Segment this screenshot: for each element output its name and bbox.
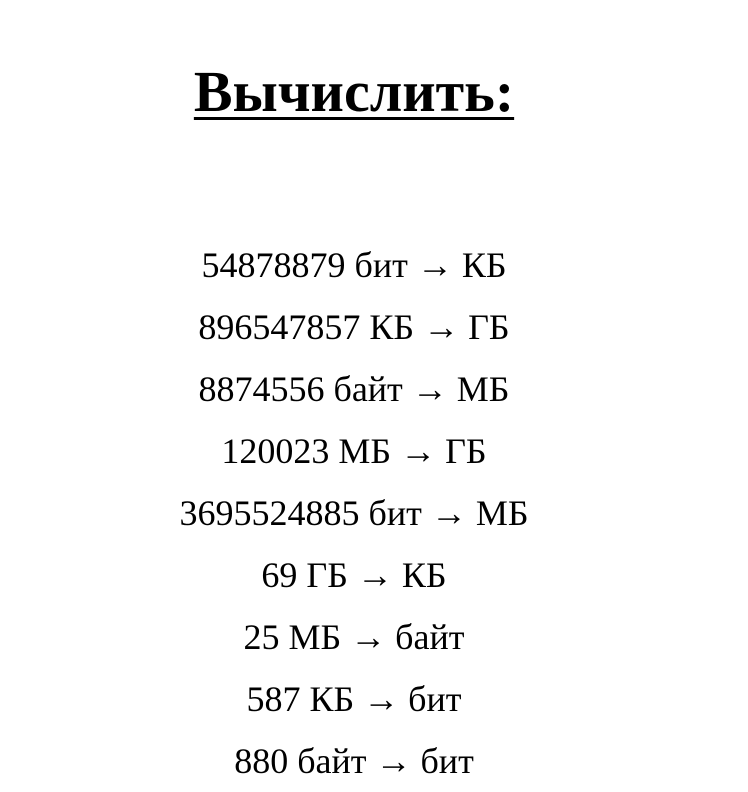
page-title: Вычислить: [193,59,515,124]
list-item: 896547857 КБ → ГБ [198,307,510,347]
list-item: 69 ГБ → КБ [261,555,447,595]
list-item: 3695524885 бит → МБ [179,493,529,533]
list-item: 8874556 байт → МБ [198,369,510,409]
list-item: 54878879 бит → КБ [201,245,507,285]
task-list [0,234,708,792]
list-item: 120023 МБ → ГБ [221,431,487,471]
list-item: 880 байт → бит [234,741,474,781]
list-item: 25 МБ → байт [243,617,465,657]
list-item: 587 КБ → бит [246,679,462,719]
